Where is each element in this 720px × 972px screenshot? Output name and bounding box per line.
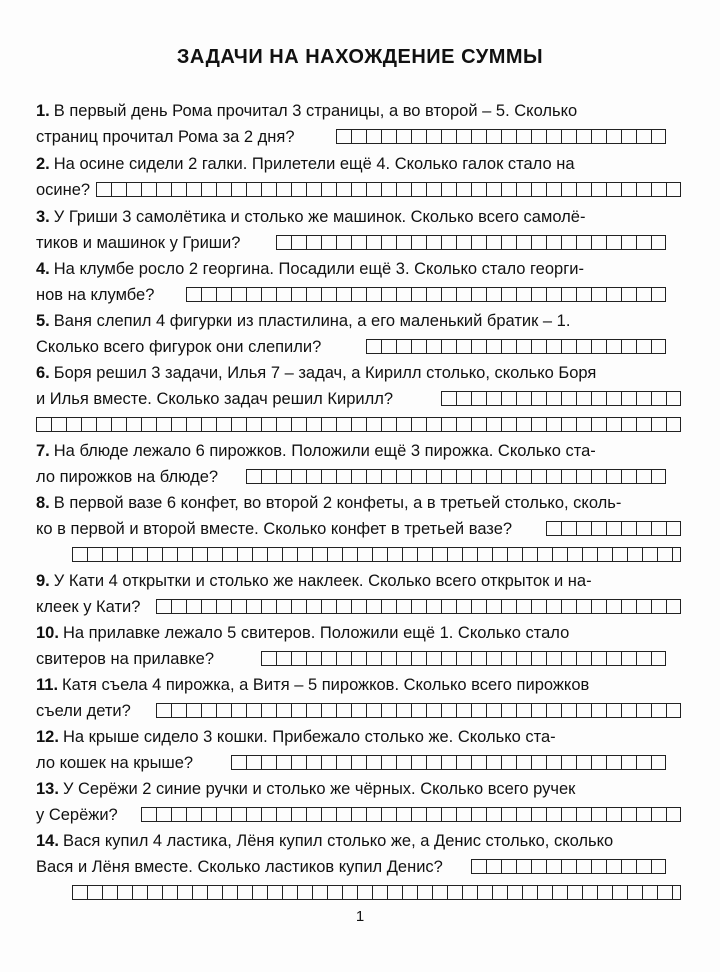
task-number: 7. (36, 442, 50, 460)
task-number: 8. (36, 494, 50, 512)
answer-boxes[interactable] (546, 521, 681, 536)
answer-boxes[interactable] (366, 339, 666, 354)
task-text-line1: Ваня слепил 4 фигурки из пластилина, а его маленький братик – 1. (53, 312, 571, 330)
answer-boxes[interactable] (441, 391, 681, 406)
answer-boxes[interactable] (141, 807, 681, 822)
task-text-line2: страниц прочитал Рома за 2 дня? (36, 128, 295, 146)
task-2 (36, 151, 696, 203)
task-5 (36, 308, 696, 360)
task-number: 3. (36, 208, 50, 226)
task-text-line2: ко в первой и второй вместе. Сколько конфет в третьей вазе? (36, 520, 513, 538)
task-number: 2. (36, 155, 50, 173)
answer-boxes[interactable] (72, 885, 681, 900)
answer-boxes[interactable] (276, 235, 666, 250)
answer-boxes[interactable] (186, 287, 666, 302)
answer-boxes[interactable] (72, 547, 681, 562)
task-text-line1: Вася купил 4 ластика, Лёня купил столько же, а Денис столько, сколько (62, 832, 614, 850)
task-text-line2: у Серёжи? (36, 806, 118, 824)
task-number: 13. (36, 780, 59, 798)
task-text-line1: У Гриши 3 самолётика и столько же машинок. Сколько всего самолё- (53, 208, 586, 226)
task-1 (36, 98, 696, 150)
task-text-line1: У Серёжи 2 синие ручки и столько же чёрных. Сколько всего ручек (62, 780, 576, 798)
task-14 (36, 828, 696, 906)
task-number: 12. (36, 728, 59, 746)
page-title: ЗАДАЧИ НА НАХОЖДЕНИЕ СУММЫ (176, 46, 544, 68)
task-7 (36, 438, 696, 490)
task-13 (36, 776, 696, 828)
task-3 (36, 204, 696, 256)
task-text-line2: Вася и Лёня вместе. Сколько ластиков купил Денис? (36, 858, 443, 876)
answer-boxes[interactable] (246, 469, 666, 484)
task-text-line2: нов на клумбе? (36, 286, 155, 304)
task-text-line2: Сколько всего фигурок они слепили? (36, 338, 322, 356)
task-number: 6. (36, 364, 50, 382)
task-12 (36, 724, 696, 776)
task-number: 4. (36, 260, 50, 278)
task-text-line2: клеек у Кати? (36, 598, 141, 616)
task-text-line1: На блюде лежало 6 пирожков. Положили ещё 3 пирожка. Сколько ста- (53, 442, 596, 460)
task-text-line2: ло пирожков на блюде? (36, 468, 219, 486)
task-11 (36, 672, 696, 724)
answer-boxes[interactable] (231, 755, 666, 770)
answer-boxes[interactable] (96, 182, 681, 197)
task-text-line1: В первой вазе 6 конфет, во второй 2 конфеты, а в третьей столько, сколь- (53, 494, 622, 512)
task-number: 14. (36, 832, 59, 850)
task-text-line2: и Илья вместе. Сколько задач решил Кирилл? (36, 390, 394, 408)
task-10 (36, 620, 696, 672)
task-number: 1. (36, 102, 50, 120)
task-number: 11. (36, 676, 59, 694)
answer-boxes[interactable] (36, 417, 681, 432)
answer-boxes[interactable] (156, 599, 681, 614)
task-4 (36, 256, 696, 308)
answer-boxes[interactable] (471, 859, 666, 874)
answer-boxes[interactable] (336, 129, 666, 144)
task-9 (36, 568, 696, 620)
task-text-line2: ло кошек на крыше? (36, 754, 194, 772)
task-number: 9. (36, 572, 50, 590)
task-6 (36, 360, 696, 438)
task-text-line1: Боря решил 3 задачи, Илья 7 – задач, а Кирилл столько, сколько Боря (53, 364, 597, 382)
task-text-line1: Катя съела 4 пирожка, а Витя – 5 пирожков. Сколько всего пирожков (62, 676, 590, 694)
task-text-line1: В первый день Рома прочитал 3 страницы, а во второй – 5. Сколько (53, 102, 578, 120)
task-text-line2: осине? (36, 181, 91, 199)
task-text-line1: На крыше сидело 3 кошки. Прибежало столько же. Сколько ста- (62, 728, 556, 746)
task-text-line1: На клумбе росло 2 георгина. Посадили ещё 3. Сколько стало георги- (53, 260, 584, 278)
task-text-line2: тиков и машинок у Гриши? (36, 234, 241, 252)
task-text-line1: На прилавке лежало 5 свитеров. Положили ещё 1. Сколько стало (62, 624, 570, 642)
page-number: 1 (355, 908, 365, 925)
task-text-line1: На осине сидели 2 галки. Прилетели ещё 4. Сколько галок стало на (53, 155, 575, 173)
task-text-line2: свитеров на прилавке? (36, 650, 215, 668)
answer-boxes[interactable] (261, 651, 666, 666)
task-number: 10. (36, 624, 59, 642)
task-8 (36, 490, 696, 568)
task-text-line1: У Кати 4 открытки и столько же наклеек. Сколько всего открыток и на- (53, 572, 592, 590)
task-number: 5. (36, 312, 50, 330)
answer-boxes[interactable] (156, 703, 681, 718)
task-text-line2: съели дети? (36, 702, 131, 720)
